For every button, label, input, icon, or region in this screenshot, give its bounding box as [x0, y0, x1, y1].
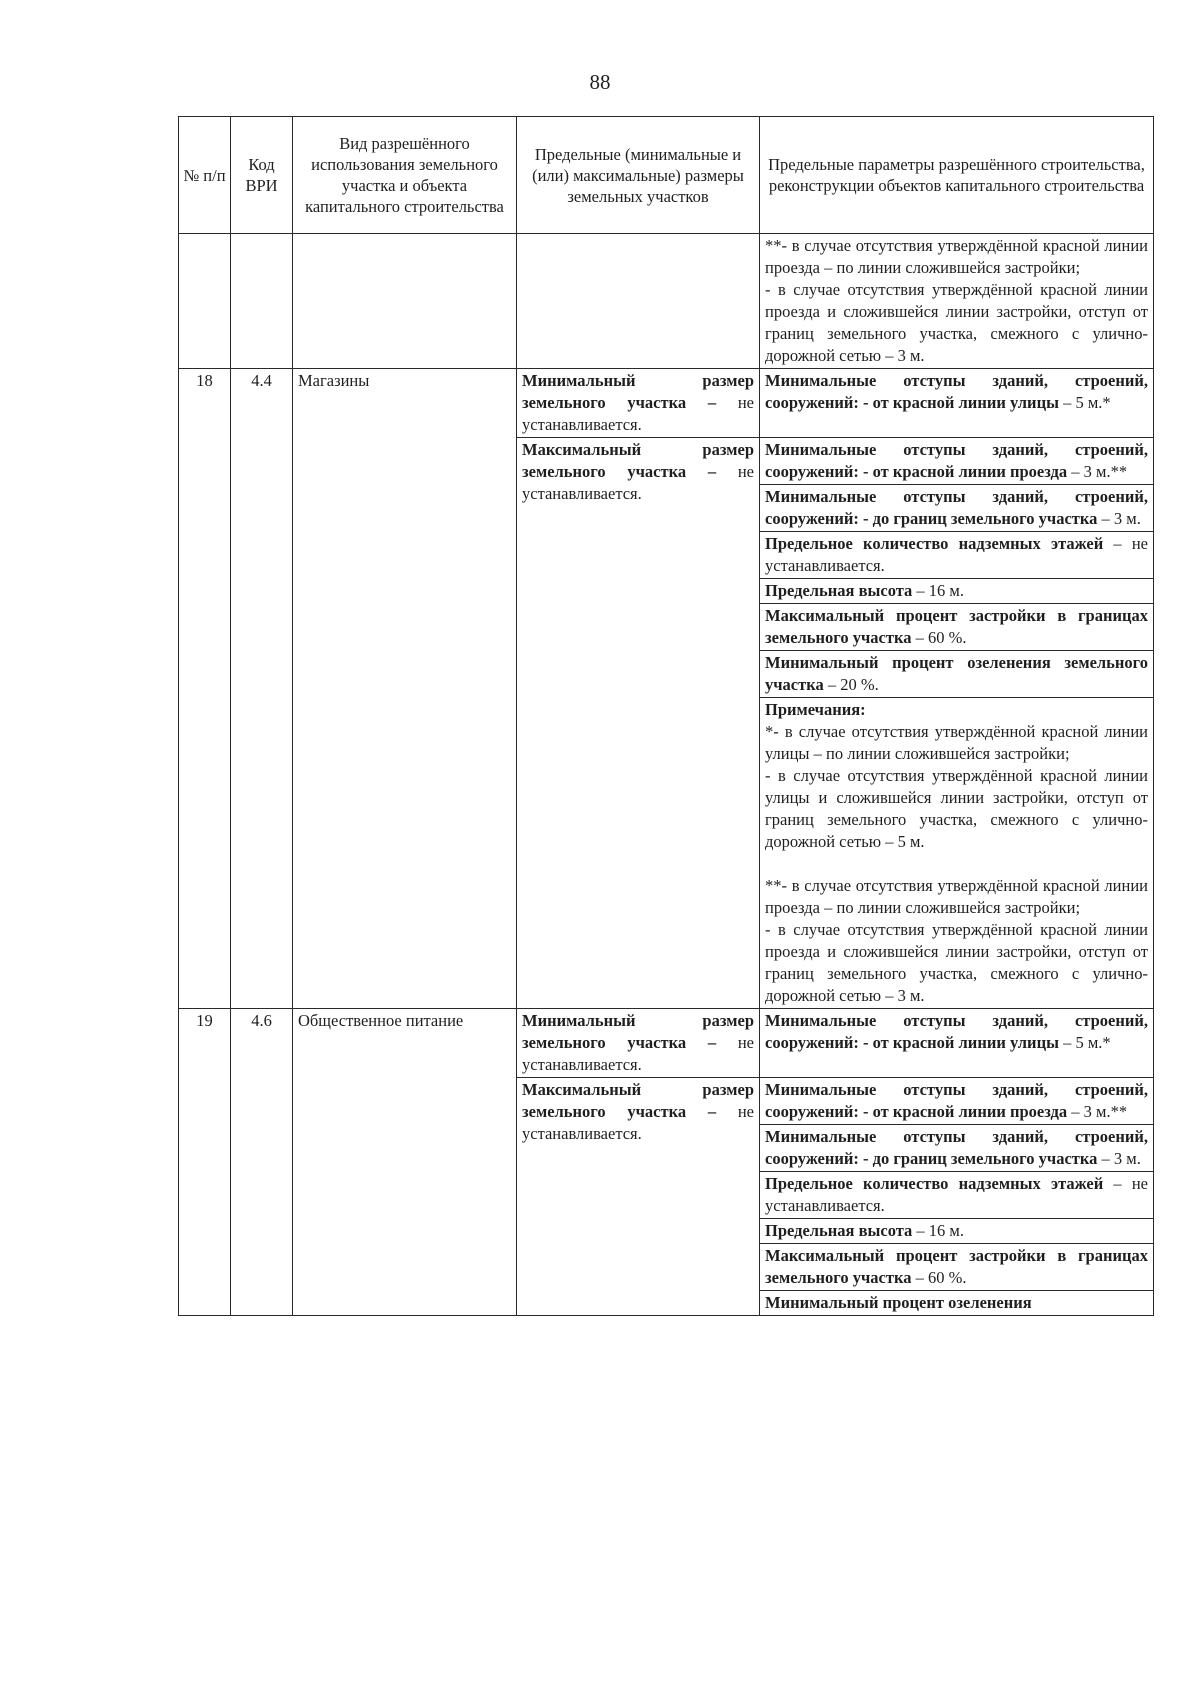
- param-coverage: Максимальный процент застройки в границах земельного участка – 60 %.: [760, 604, 1154, 651]
- param-height: Предельная высота – 16 м.: [760, 579, 1154, 604]
- row-number: 19: [179, 1009, 231, 1316]
- max-plot-size: Максимальный размер земельного участка – не устанавливается.: [517, 438, 760, 1009]
- notes-title: Примечания:: [765, 700, 866, 719]
- zoning-parameters-table: [178, 116, 1154, 1316]
- row-use-kind: Магазины: [293, 369, 517, 1009]
- row-code: 4.4: [231, 369, 293, 1009]
- notes-cell: [760, 698, 1154, 1009]
- max-plot-size: Максимальный размер земельного участка – не устанавливается.: [517, 1078, 760, 1316]
- param-setback-street: Минимальные отступы зданий, строений, сооружений: - от красной линии улицы – 5 м.*: [760, 1009, 1154, 1078]
- min-plot-size: Минимальный размер земельного участка – не устанавливается.: [517, 369, 760, 438]
- row-use-kind: Общественное питание: [293, 1009, 517, 1316]
- param-floors: Предельное количество надземных этажей – не устанавливается.: [760, 1172, 1154, 1219]
- row-code: 4.6: [231, 1009, 293, 1316]
- note-line: - в случае отсутствия утверждённой красной линии проезда и сложившейся линии застройки, отступ от границ земельного участка, смежного с улично-дорожной сетью – 3 м.: [765, 280, 1148, 365]
- table-row-continuation: [179, 234, 1154, 369]
- note-line: **- в случае отсутствия утверждённой красной линии проезда – по линии сложившейся застройки;: [765, 876, 1148, 917]
- header-construction-params: Предельные параметры разрешённого строительства, реконструкции объектов капитального строительства: [760, 117, 1154, 234]
- param-greenery: Минимальный процент озеленения: [760, 1291, 1154, 1316]
- param-setback-driveway: Минимальные отступы зданий, строений, сооружений: - от красной линии проезда – 3 м.**: [760, 438, 1154, 485]
- param-height: Предельная высота – 16 м.: [760, 1219, 1154, 1244]
- param-setback-street: Минимальные отступы зданий, строений, сооружений: - от красной линии улицы – 5 м.*: [760, 369, 1154, 438]
- header-number: № п/п: [179, 117, 231, 234]
- header-use-kind: Вид разрешённого использования земельного участка и объекта капитального строительства: [293, 117, 517, 234]
- table-row-18: [179, 369, 1154, 438]
- note-line: **- в случае отсутствия утверждённой красной линии проезда – по линии сложившейся застройки;: [765, 236, 1148, 277]
- header-plot-size: Предельные (минимальные и (или) максимальные) размеры земельных участков: [517, 117, 760, 234]
- continuation-note: [760, 234, 1154, 369]
- page-number: 88: [589, 70, 611, 94]
- param-setback-plot-border: Минимальные отступы зданий, строений, сооружений: - до границ земельного участка – 3 м.: [760, 485, 1154, 532]
- table-row-19: [179, 1009, 1154, 1078]
- param-coverage: Максимальный процент застройки в границах земельного участка – 60 %.: [760, 1244, 1154, 1291]
- row-number: 18: [179, 369, 231, 1009]
- note-line: - в случае отсутствия утверждённой красной линии проезда и сложившейся линии застройки, отступ от границ земельного участка, смежного с улично-дорожной сетью – 3 м.: [765, 920, 1148, 1005]
- table-header-row: [179, 117, 1154, 234]
- header-code: Код ВРИ: [231, 117, 293, 234]
- note-line: - в случае отсутствия утверждённой красной линии улицы и сложившейся линии застройки, отступ от границ земельного участка, смежного с улично-дорожной сетью – 5 м.: [765, 766, 1148, 851]
- param-floors: Предельное количество надземных этажей – не устанавливается.: [760, 532, 1154, 579]
- param-setback-driveway: Минимальные отступы зданий, строений, сооружений: - от красной линии проезда – 3 м.**: [760, 1078, 1154, 1125]
- param-greenery: Минимальный процент озеленения земельного участка – 20 %.: [760, 651, 1154, 698]
- note-line: *- в случае отсутствия утверждённой красной линии улицы – по линии сложившейся застройки;: [765, 722, 1148, 763]
- param-setback-plot-border: Минимальные отступы зданий, строений, сооружений: - до границ земельного участка – 3 м.: [760, 1125, 1154, 1172]
- min-plot-size: Минимальный размер земельного участка – не устанавливается.: [517, 1009, 760, 1078]
